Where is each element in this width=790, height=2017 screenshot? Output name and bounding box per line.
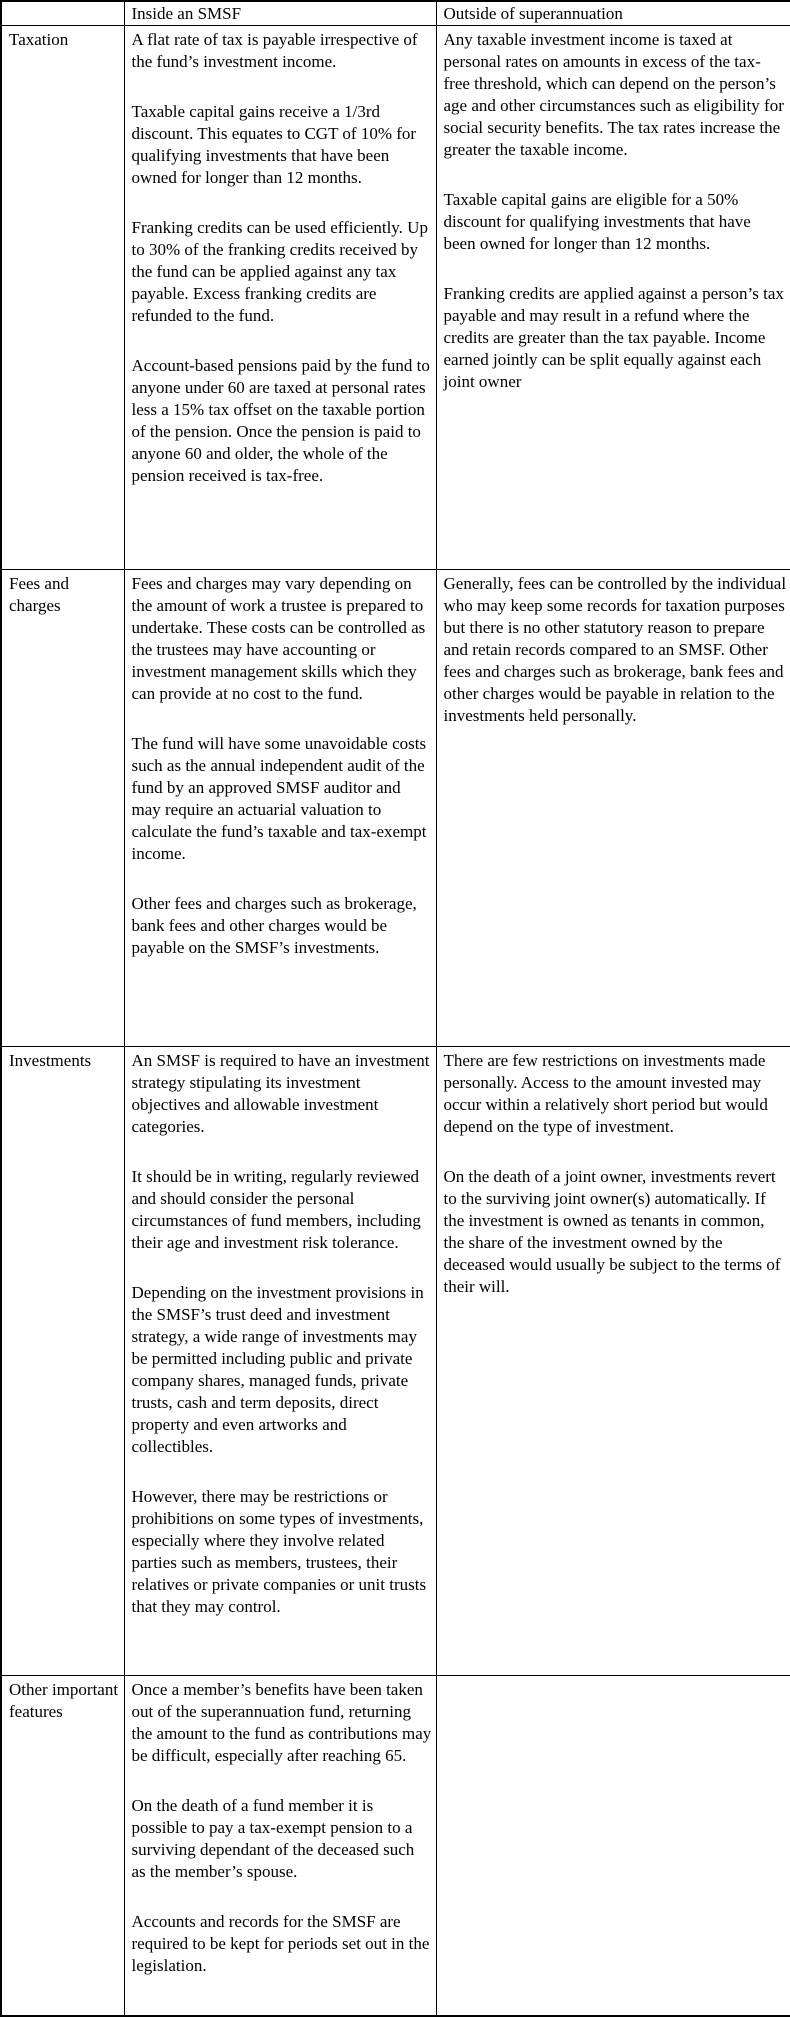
paragraph: Other fees and charges such as brokerage, bank fees and other charges would be payable on the SMSF’s investments. <box>131 894 417 957</box>
paragraph: Franking credits are applied against a person’s tax payable and may result in a refund where the credits are greater than the tax payable. Income earned jointly can be split equally against each joint owner <box>443 284 784 391</box>
paragraph: On the death of a joint owner, investments revert to the surviving joint owner(s) automatically. If the investment is owned as tenants in common, the share of the investment owned by the deceased would usually be subject to the terms of their will. <box>443 1167 781 1296</box>
column-header-outside-super: Outside of superannuation <box>436 1 790 26</box>
table-row-other-important-features <box>1 1676 790 2016</box>
row-label-taxation: Taxation <box>1 26 124 570</box>
cell-fees-outside <box>436 570 790 1047</box>
row-label-other-important-features: Other important features <box>1 1676 124 2016</box>
paragraph: Taxable capital gains receive a 1/3rd discount. This equates to CGT of 10% for qualifying investments that have been owned for longer than 12 months. <box>131 102 417 187</box>
paragraph: A flat rate of tax is payable irrespective of the fund’s investment income. <box>131 30 418 71</box>
cell-other-inside <box>124 1676 436 2016</box>
paragraph: Account-based pensions paid by the fund to anyone under 60 are taxed at personal rates less a 15% tax offset on the taxable portion of the pension. Once the pension is paid to anyone 60 and older, the whole of the pension received is tax-free. <box>131 356 430 485</box>
column-header-inside-smsf: Inside an SMSF <box>124 1 436 26</box>
cell-investments-outside <box>436 1047 790 1676</box>
cell-fees-inside <box>124 570 436 1047</box>
paragraph: On the death of a fund member it is possible to pay a tax-exempt pension to a surviving dependant of the deceased such as the member’s spouse. <box>131 1796 415 1881</box>
paragraph: Once a member’s benefits have been taken out of the superannuation fund, returning the amount to the fund as contributions may be difficult, especially after reaching 65. <box>131 1680 432 1765</box>
paragraph: Taxable capital gains are eligible for a 50% discount for qualifying investments that have been owned for longer than 12 months. <box>443 190 751 253</box>
cell-investments-inside <box>124 1047 436 1676</box>
table-row-fees-and-charges <box>1 570 790 1047</box>
paragraph: Any taxable investment income is taxed at personal rates on amounts in excess of the tax-free threshold, which can depend on the person’s age and other circumstances such as eligibility for social security benefits. The tax rates increase the greater the taxable income. <box>443 30 784 159</box>
paragraph: The fund will have some unavoidable costs such as the annual independent audit of the fund by an approved SMSF auditor and may require an actuarial valuation to calculate the fund’s taxable and tax-exempt income. <box>131 734 427 863</box>
paragraph: It should be in writing, regularly reviewed and should consider the personal circumstances of fund members, including their age and investment risk tolerance. <box>131 1167 421 1252</box>
paragraph: Accounts and records for the SMSF are required to be kept for periods set out in the legislation. <box>131 1912 430 1975</box>
paragraph: Generally, fees can be controlled by the individual who may keep some records for taxation purposes but there is no other statutory reason to prepare and retain records compared to an SMSF. Other fees and charges such as brokerage, bank fees and other charges would be payable in relation to the investments held personally. <box>443 574 787 725</box>
cell-taxation-inside <box>124 26 436 570</box>
row-label-investments: Investments <box>1 1047 124 1676</box>
table-row-taxation <box>1 26 790 570</box>
cell-other-outside <box>436 1676 790 2016</box>
paragraph: However, there may be restrictions or prohibitions on some types of investments, especially where they involve related parties such as members, trustees, their relatives or private companies or unit trusts that they may control. <box>131 1487 427 1616</box>
row-label-fees-and-charges: Fees and charges <box>1 570 124 1047</box>
paragraph: Depending on the investment provisions in the SMSF’s trust deed and investment strategy, a wide range of investments may be permitted including public and private company shares, managed funds, private trusts, cash and term deposits, direct property and even artworks and collectibles. <box>131 1283 424 1456</box>
paragraph: An SMSF is required to have an investment strategy stipulating its investment objectives and allowable investment categories. <box>131 1051 430 1136</box>
paragraph: There are few restrictions on investments made personally. Access to the amount invested may occur within a relatively short period but would depend on the type of investment. <box>443 1051 768 1136</box>
cell-taxation-outside <box>436 26 790 570</box>
corner-cell <box>1 1 124 26</box>
table-header-row <box>1 1 790 26</box>
paragraph: Franking credits can be used efficiently. Up to 30% of the franking credits received by the fund can be applied against any tax payable. Excess franking credits are refunded to the fund. <box>131 218 428 325</box>
table-row-investments <box>1 1047 790 1676</box>
paragraph: Fees and charges may vary depending on the amount of work a trustee is prepared to undertake. These costs can be controlled as the trustees may have accounting or investment management skills which they can provide at no cost to the fund. <box>131 574 426 703</box>
